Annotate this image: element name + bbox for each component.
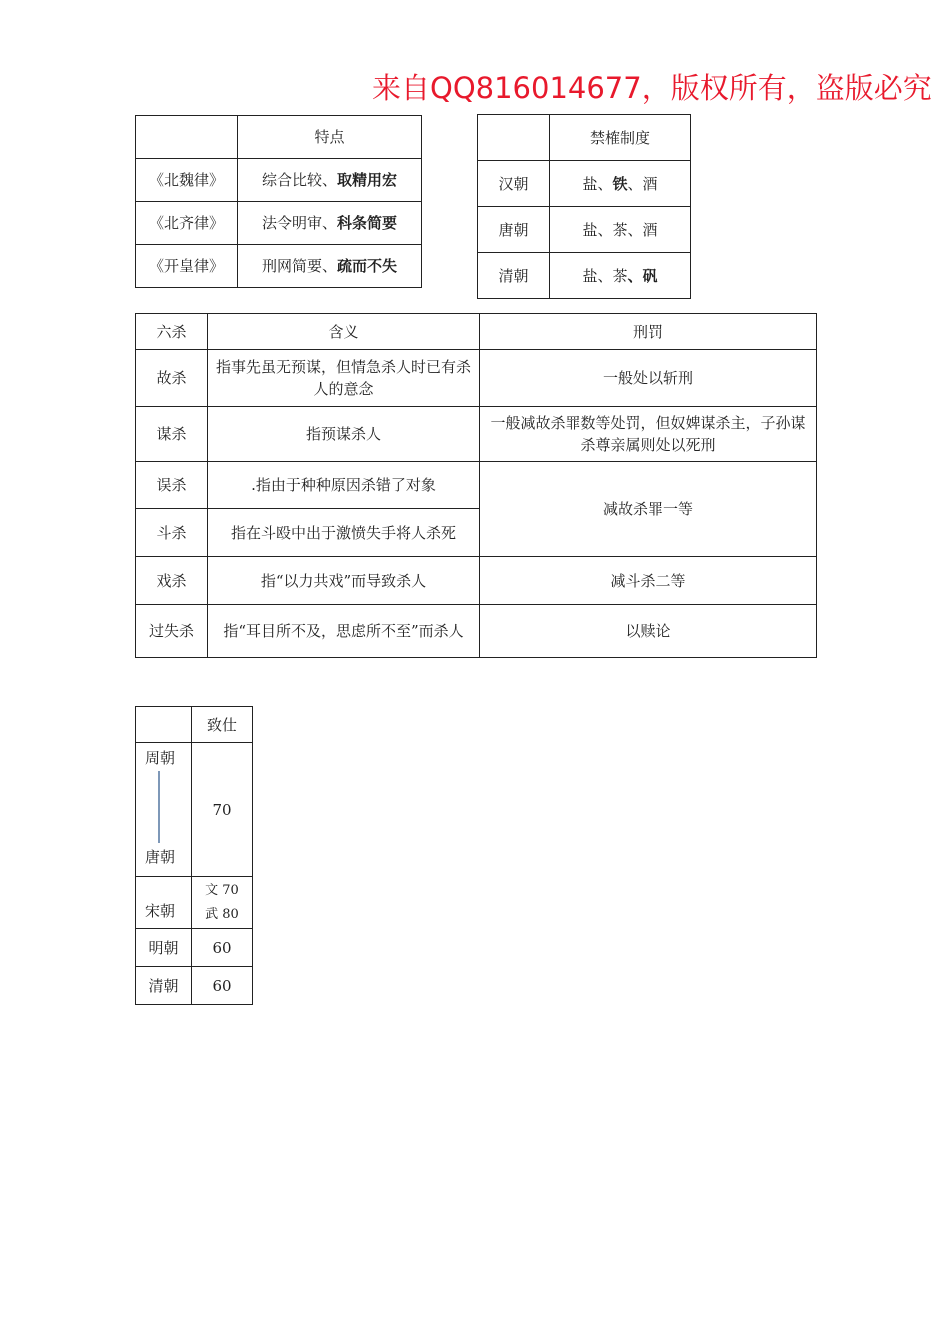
six-killings-table	[135, 313, 817, 658]
dynasty-range	[136, 743, 192, 877]
killing-penalty: 以赎论	[480, 605, 817, 658]
dynasty-name: 清朝	[478, 253, 550, 299]
header-blank	[136, 707, 192, 743]
dynasty-name: 汉朝	[478, 161, 550, 207]
killing-type: 戏杀	[136, 557, 208, 605]
watermark-text: 来自QQ816014677，版权所有，盗版必究	[372, 71, 932, 105]
table-row	[478, 253, 691, 299]
table-row	[136, 929, 253, 967]
table-row	[136, 407, 817, 462]
table-row	[136, 707, 253, 743]
killing-meaning: 指“耳目所不及，思虑所不至”而杀人	[208, 605, 480, 658]
table-row	[478, 207, 691, 253]
killing-meaning: 指在斗殴中出于激愤失手将人杀死	[208, 509, 480, 557]
monopoly-items: 盐、茶、酒	[550, 207, 691, 253]
table-row	[136, 557, 817, 605]
law-code-name: 《北齐律》	[136, 202, 238, 245]
table-row	[136, 967, 253, 1005]
retirement-table	[135, 706, 253, 1005]
table-row	[136, 116, 422, 159]
table-row	[136, 605, 817, 658]
killing-type: 过失杀	[136, 605, 208, 658]
killing-type: 斗杀	[136, 509, 208, 557]
range-connector-line	[158, 771, 160, 843]
law-code-feature: 综合比较、取精用宏	[238, 159, 422, 202]
retirement-age	[192, 877, 253, 929]
killing-meaning: 指预谋杀人	[208, 407, 480, 462]
table-row	[136, 877, 253, 929]
table-row	[478, 115, 691, 161]
table-row	[136, 350, 817, 407]
monopoly-items: 盐、铁、酒	[550, 161, 691, 207]
killing-type: 故杀	[136, 350, 208, 407]
killing-penalty: 减斗杀二等	[480, 557, 817, 605]
dynasty-start: 周朝	[145, 749, 176, 767]
law-code-feature: 刑网简要、疏而不失	[238, 245, 422, 288]
civil-age: 文 70	[205, 882, 239, 898]
table-row	[136, 159, 422, 202]
killing-meaning: 指“以力共戏”而导致杀人	[208, 557, 480, 605]
table-row	[136, 202, 422, 245]
header-blank	[478, 115, 550, 161]
header-retirement: 致仕	[192, 707, 253, 743]
table-row	[136, 314, 817, 350]
header-monopoly: 禁榷制度	[550, 115, 691, 161]
dynasty-name: 清朝	[136, 967, 192, 1005]
monopoly-table	[477, 114, 691, 299]
law-code-name: 《北魏律》	[136, 159, 238, 202]
table-row	[136, 245, 422, 288]
killing-meaning: .指由于种种原因杀错了对象	[208, 462, 480, 509]
retirement-age: 70	[192, 743, 253, 877]
table-row	[478, 161, 691, 207]
law-codes-table	[135, 115, 422, 288]
dynasty-name: 唐朝	[478, 207, 550, 253]
dynasty-name: 宋朝	[136, 877, 192, 929]
header-blank	[136, 116, 238, 159]
law-code-feature: 法令明审、科条简要	[238, 202, 422, 245]
header-type: 六杀	[136, 314, 208, 350]
table-row	[136, 462, 817, 509]
killing-penalty: 一般处以斩刑	[480, 350, 817, 407]
dynasty-name: 明朝	[136, 929, 192, 967]
header-penalty: 刑罚	[480, 314, 817, 350]
military-age: 武 80	[205, 906, 239, 922]
killing-type: 谋杀	[136, 407, 208, 462]
law-code-name: 《开皇律》	[136, 245, 238, 288]
table-row	[136, 743, 253, 877]
killing-meaning: 指事先虽无预谋，但情急杀人时已有杀人的意念	[208, 350, 480, 407]
dynasty-end: 唐朝	[145, 848, 176, 866]
monopoly-items: 盐、茶、矾	[550, 253, 691, 299]
header-features: 特点	[238, 116, 422, 159]
killing-penalty: 一般减故杀罪数等处罚，但奴婢谋杀主，子孙谋杀尊亲属则处以死刑	[480, 407, 817, 462]
retirement-age: 60	[192, 929, 253, 967]
retirement-age: 60	[192, 967, 253, 1005]
killing-type: 误杀	[136, 462, 208, 509]
killing-penalty: 减故杀罪一等	[480, 462, 817, 557]
header-meaning: 含义	[208, 314, 480, 350]
